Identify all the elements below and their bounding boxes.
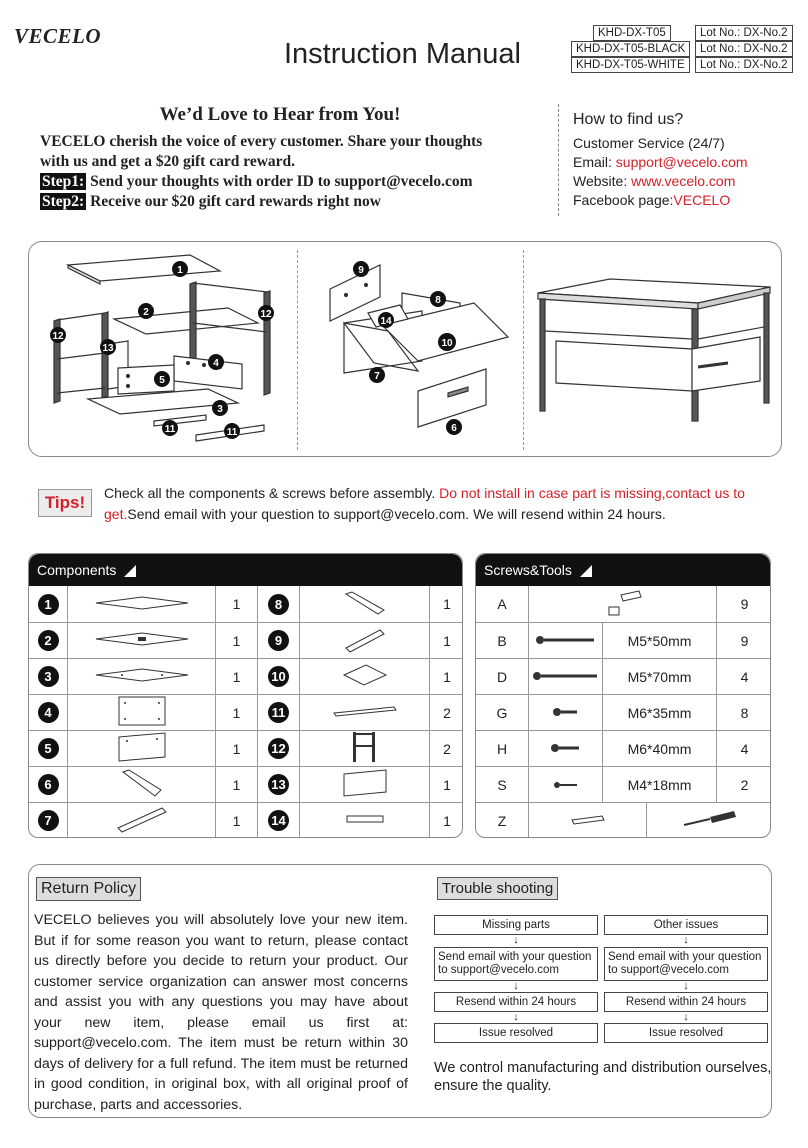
step1-tag: Step1: <box>42 173 85 190</box>
svg-text:14: 14 <box>380 316 392 327</box>
website-link[interactable]: www.vecelo.com <box>631 173 736 189</box>
contact-email: Email: support@vecelo.com <box>573 154 748 170</box>
return-policy-label: Return Policy <box>36 877 141 901</box>
part-number-badge: 2 <box>38 630 59 651</box>
component-part-icon <box>342 588 388 621</box>
component-row <box>29 658 462 694</box>
part-label-14 <box>378 312 394 328</box>
screw-qty-cell: 4 <box>716 659 771 694</box>
component-row <box>29 766 462 802</box>
tips-badge: Tips! <box>38 489 92 517</box>
svg-text:6: 6 <box>451 423 457 434</box>
model-code-3: KHD-DX-T05-WHITE <box>571 57 690 73</box>
part-number-badge: 10 <box>268 666 289 687</box>
component-image-cell <box>299 623 429 658</box>
component-part-icon <box>117 731 167 766</box>
screw-row <box>476 622 770 658</box>
part-number-badge: 3 <box>38 666 59 687</box>
step2-tag: Step2: <box>42 193 85 210</box>
step1-text: Send your thoughts with order ID to support@vecelo.com <box>86 173 473 190</box>
feedback-line-2: with us and get a $20 gift card reward. <box>40 153 296 170</box>
component-number-cell <box>257 731 299 766</box>
components-table <box>28 553 463 838</box>
screw-image-cell <box>528 659 602 694</box>
flow-right-step-1: Other issues <box>604 915 768 935</box>
svg-text:11: 11 <box>226 427 238 438</box>
screw-size-cell: M6*35mm <box>602 695 716 730</box>
screw-size-cell: M6*40mm <box>602 731 716 766</box>
screw-row <box>476 586 770 622</box>
screw-icon <box>531 669 601 685</box>
contact-website: Website: www.vecelo.com <box>573 173 736 189</box>
component-qty-cell: 1 <box>215 767 257 802</box>
component-image-cell <box>67 695 215 730</box>
screw-qty-cell: 2 <box>716 767 771 802</box>
flow-arrow-icon: ↓ <box>513 1011 519 1023</box>
component-number-cell <box>29 586 67 622</box>
tool-image-cell <box>528 803 646 838</box>
component-image-cell <box>67 731 215 766</box>
screw-code-cell: H <box>496 740 508 757</box>
component-qty-cell: 1 <box>215 731 257 766</box>
part-label-7 <box>369 367 385 383</box>
page-title: Instruction Manual <box>284 38 521 70</box>
component-row <box>29 802 462 838</box>
screw-size-cell: M4*18mm <box>602 767 716 802</box>
component-part-icon <box>92 667 192 686</box>
component-number-cell <box>29 731 67 766</box>
exploded-view-diagram <box>28 241 782 457</box>
feedback-title: We’d Love to Hear from You! <box>159 104 401 125</box>
component-image-cell <box>67 623 215 658</box>
part-label-12a <box>50 327 66 343</box>
svg-text:2: 2 <box>143 307 149 318</box>
svg-text:10: 10 <box>441 338 453 349</box>
component-part-icon <box>92 595 192 614</box>
part-label-9 <box>353 261 369 277</box>
component-number-cell <box>257 803 299 838</box>
svg-text:7: 7 <box>374 371 380 382</box>
component-number-cell <box>257 623 299 658</box>
svg-text:13: 13 <box>102 343 114 354</box>
tips-text: Check all the components & screws before assembly. Do not install in case part is missing,contact us to get.Send email with your question to support@vecelo.com. We will resend within 24 hours. <box>104 485 745 522</box>
component-image-cell <box>299 659 429 694</box>
feedback-step-1 <box>40 173 473 191</box>
screw-code-cell: D <box>496 668 508 685</box>
flow-left-step-2: Send email with your question to support@vecelo.com <box>434 947 598 981</box>
screw-image-cell <box>528 586 716 622</box>
component-row <box>29 730 462 766</box>
component-part-icon <box>92 631 192 650</box>
components-header: Components <box>29 554 462 586</box>
lot-number-1: Lot No.: DX-No.2 <box>695 25 793 41</box>
component-qty-cell: 1 <box>429 767 463 802</box>
component-image-cell <box>299 695 429 730</box>
part-label-11a <box>162 420 178 436</box>
part-number-badge: 6 <box>38 774 59 795</box>
screw-row <box>476 658 770 694</box>
email-link[interactable]: support@vecelo.com <box>615 154 748 170</box>
screw-row <box>476 730 770 766</box>
contact-title: How to find us? <box>573 111 684 128</box>
screw-row <box>476 694 770 730</box>
component-image-cell <box>67 767 215 802</box>
component-qty-cell: 1 <box>215 659 257 694</box>
flow-right-step-2: Send email with your question to support@vecelo.com <box>604 947 768 981</box>
contact-facebook: Facebook page:VECELO <box>573 192 731 208</box>
barrel-nut-icon <box>603 589 643 620</box>
brand-logo: VECELO <box>14 24 102 48</box>
screws-header: Screws&Tools <box>476 554 770 586</box>
part-number-badge: 4 <box>38 702 59 723</box>
screw-image-cell <box>528 695 602 730</box>
screw-qty-cell: 9 <box>716 586 771 622</box>
header-divider <box>558 104 559 216</box>
part-label-4 <box>208 354 224 370</box>
model-code-1: KHD-DX-T05 <box>593 25 671 41</box>
component-number-cell <box>257 586 299 622</box>
svg-text:11: 11 <box>164 424 176 435</box>
part-number-badge: 12 <box>268 738 289 759</box>
component-number-cell <box>29 767 67 802</box>
part-label-2 <box>138 303 154 319</box>
screw-image-cell <box>528 623 602 658</box>
component-image-cell <box>67 586 215 622</box>
feedback-step-2 <box>40 193 381 211</box>
flow-left-step-1: Missing parts <box>434 915 598 935</box>
screw-row <box>476 766 770 802</box>
screw-code-cell: A <box>497 596 507 612</box>
svg-text:12: 12 <box>260 309 272 320</box>
component-qty-cell: 1 <box>215 623 257 658</box>
component-qty-cell: 1 <box>215 586 257 622</box>
screw-image-cell <box>528 767 602 802</box>
part-number-badge: 13 <box>268 774 289 795</box>
facebook-link[interactable]: VECELO <box>673 192 731 208</box>
component-part-icon <box>350 730 380 767</box>
component-image-cell <box>299 586 429 622</box>
component-image-cell <box>299 803 429 838</box>
part-number-badge: 9 <box>268 630 289 651</box>
corner-icon <box>124 565 136 577</box>
screws-tools-table <box>475 553 771 838</box>
part-number-badge: 7 <box>38 810 59 831</box>
component-qty-cell: 1 <box>429 623 463 658</box>
contact-service: Customer Service (24/7) <box>573 135 725 151</box>
component-part-icon <box>345 812 385 829</box>
component-qty-cell: 1 <box>215 695 257 730</box>
screw-image-cell <box>528 731 602 766</box>
component-image-cell <box>67 803 215 838</box>
lot-number-2: Lot No.: DX-No.2 <box>695 41 793 57</box>
component-number-cell <box>29 803 67 838</box>
screw-qty-cell: 8 <box>716 695 771 730</box>
component-number-cell <box>257 767 299 802</box>
screw-size-cell: M5*70mm <box>602 659 716 694</box>
screw-code-cell: Z <box>497 812 507 829</box>
tool-image-cell <box>646 803 771 838</box>
component-qty-cell: 1 <box>429 586 463 622</box>
screw-icon <box>553 777 579 793</box>
component-qty-cell: 2 <box>429 695 463 730</box>
flow-arrow-icon: ↓ <box>513 980 519 992</box>
component-image-cell <box>299 731 429 766</box>
screw-icon <box>534 633 598 649</box>
component-number-cell <box>257 659 299 694</box>
component-part-icon <box>330 703 400 722</box>
screw-icon <box>551 705 581 721</box>
part-label-1 <box>172 261 188 277</box>
feedback-line-1: VECELO cherish the voice of every customer. Share your thoughts <box>40 133 483 150</box>
svg-text:4: 4 <box>213 358 219 369</box>
return-policy-text: VECELO believes you will absolutely love your new item. But if for some reason you want to return, please contact us directly before you decide to return your product. Our customer service organization can answer most concerns and assist you with any questions you may have about your new item, please email us first at: support@vecelo.com. The item must be return within 30 days of delivery for a full refund. The item must be returned in good condition, in original box, with all original proof of purchase, parts and accessories. <box>34 912 408 1113</box>
flow-arrow-icon: ↓ <box>683 934 689 946</box>
component-image-cell <box>67 659 215 694</box>
part-label-5 <box>154 371 170 387</box>
screw-icon <box>549 741 583 757</box>
part-number-badge: 5 <box>38 738 59 759</box>
flow-right-step-4: Issue resolved <box>604 1023 768 1043</box>
component-number-cell <box>29 623 67 658</box>
corner-icon <box>580 565 592 577</box>
allen-key-icon <box>568 812 608 829</box>
component-qty-cell: 1 <box>429 659 463 694</box>
svg-text:1: 1 <box>177 265 183 276</box>
part-number-badge: 8 <box>268 594 289 615</box>
svg-text:5: 5 <box>159 375 165 386</box>
component-number-cell <box>257 695 299 730</box>
part-label-10 <box>438 333 456 351</box>
svg-text:12: 12 <box>52 331 64 342</box>
flow-left-step-3: Resend within 24 hours <box>434 992 598 1012</box>
lot-number-3: Lot No.: DX-No.2 <box>695 57 793 73</box>
component-row <box>29 586 462 622</box>
component-row <box>29 622 462 658</box>
part-number-badge: 14 <box>268 810 289 831</box>
step2-text: Receive our $20 gift card rewards right now <box>86 193 381 210</box>
svg-text:3: 3 <box>217 404 223 415</box>
part-label-8 <box>430 291 446 307</box>
model-code-2: KHD-DX-T05-BLACK <box>571 41 690 57</box>
svg-text:9: 9 <box>358 265 364 276</box>
screw-qty-cell: 4 <box>716 731 771 766</box>
component-qty-cell: 1 <box>429 803 463 838</box>
screw-size-cell: M5*50mm <box>602 623 716 658</box>
part-label-12b <box>258 305 274 321</box>
screw-code-cell: B <box>497 632 507 649</box>
screwdriver-icon <box>680 809 740 832</box>
flow-left-step-4: Issue resolved <box>434 1023 598 1043</box>
component-part-icon <box>342 624 388 657</box>
component-row <box>29 694 462 730</box>
part-number-badge: 11 <box>268 702 289 723</box>
flow-right-step-3: Resend within 24 hours <box>604 992 768 1012</box>
screw-code-cell: S <box>497 776 507 793</box>
component-qty-cell: 2 <box>429 731 463 766</box>
component-qty-cell: 1 <box>215 803 257 838</box>
component-number-cell <box>29 659 67 694</box>
flow-arrow-icon: ↓ <box>683 1011 689 1023</box>
part-label-13 <box>100 339 116 355</box>
svg-text:8: 8 <box>435 295 441 306</box>
screw-code-cell: G <box>496 704 508 721</box>
component-part-icon <box>340 768 390 801</box>
flow-arrow-icon: ↓ <box>513 934 519 946</box>
trouble-shooting-label: Trouble shooting <box>437 877 558 900</box>
part-label-6 <box>446 419 462 435</box>
quality-statement: We control manufacturing and distribution ourselves, ensure the quality. <box>434 1060 772 1094</box>
part-number-badge: 1 <box>38 594 59 615</box>
component-number-cell <box>29 695 67 730</box>
part-label-3 <box>212 400 228 416</box>
screw-row <box>476 802 770 838</box>
component-part-icon <box>119 768 165 801</box>
flow-arrow-icon: ↓ <box>683 980 689 992</box>
part-label-11b <box>224 423 240 439</box>
component-part-icon <box>340 661 390 692</box>
component-image-cell <box>299 767 429 802</box>
screw-qty-cell: 9 <box>716 623 771 658</box>
component-part-icon <box>117 695 167 730</box>
component-part-icon <box>114 804 170 837</box>
